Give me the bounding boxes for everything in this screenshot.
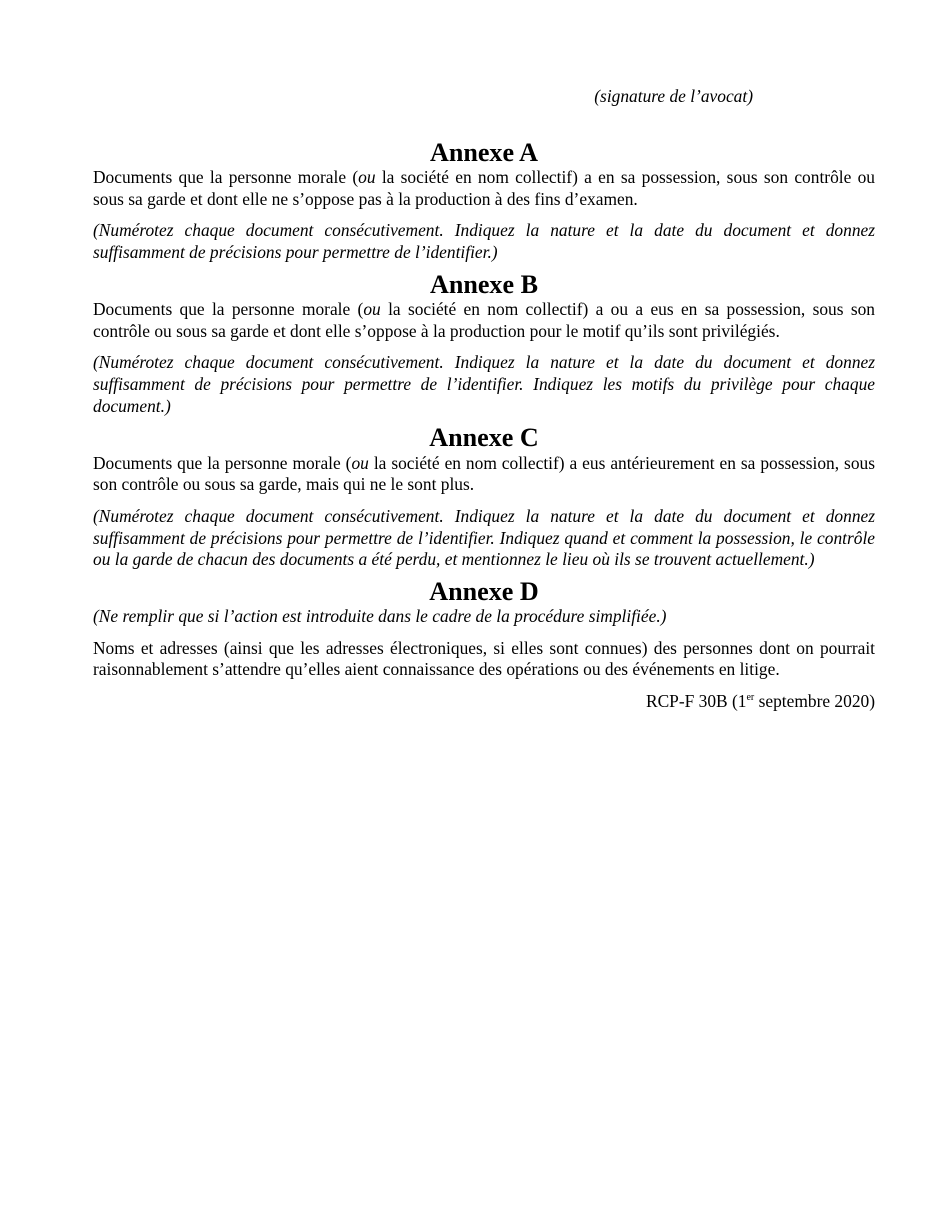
document-page xyxy=(93,86,875,713)
annex-a xyxy=(93,137,875,264)
annex-c-description: Documents que la personne morale (ou la société en nom collectif) a eus antérieurement en sa possession, sous son contrôle ou sous sa garde, mais qui ne le sont plus. xyxy=(93,452,875,495)
annex-a-description: Documents que la personne morale (ou la société en nom collectif) a en sa possession, sous son contrôle ou sous sa garde et dont elle ne s’oppose pas à la production à des fins d’examen. xyxy=(93,167,875,209)
lawyer-signature-line: (signature de l’avocat) xyxy=(594,86,753,106)
annex-b xyxy=(93,269,875,418)
annex-b-title: Annexe B xyxy=(430,269,538,299)
annex-c-title: Annexe C xyxy=(429,423,539,453)
annex-a-title: Annexe A xyxy=(430,137,538,167)
annex-d-title: Annexe D xyxy=(429,576,539,606)
annex-b-description: Documents que la personne morale (ou la société en nom collectif) a ou a eus en sa possession, sous son contrôle ou sous sa garde et dont elle s’oppose à la production pour le motif qu’ils sont privilégiés. xyxy=(93,299,875,341)
annex-c-instructions: (Numérotez chaque document consécutivement. Indiquez la nature et la date du document et donnez suffisamment de précisions pour permettre de l’identifier. Indiquez quand et comment la possession, le contrôle ou la garde de chacun des documents a été perdu, et mentionnez le lieu où ils se trouvent actuellement.) xyxy=(93,505,875,570)
annex-d-instructions: (Ne remplir que si l’action est introduite dans le cadre de la procédure simplifiée.) xyxy=(93,606,667,627)
annex-b-instructions: (Numérotez chaque document consécutivement. Indiquez la nature et la date du document et donnez suffisamment de précisions pour permettre de l’identifier. Indiquez les motifs du privilège pour chaque document.) xyxy=(93,352,875,416)
annex-a-instructions: (Numérotez chaque document consécutivement. Indiquez la nature et la date du document et donnez suffisamment de précisions pour permettre de l’identifier.) xyxy=(93,220,875,262)
form-code: RCP-F 30B (1er septembre 2020) xyxy=(645,691,875,712)
annex-d xyxy=(93,576,875,681)
annex-d-description: Noms et adresses (ainsi que les adresses électroniques, si elles sont connues) des personnes dont on pourrait raisonnablement s’attendre qu’elles aient connaissance des opérations ou des événements en litige. xyxy=(93,637,875,680)
annex-c xyxy=(93,423,875,571)
